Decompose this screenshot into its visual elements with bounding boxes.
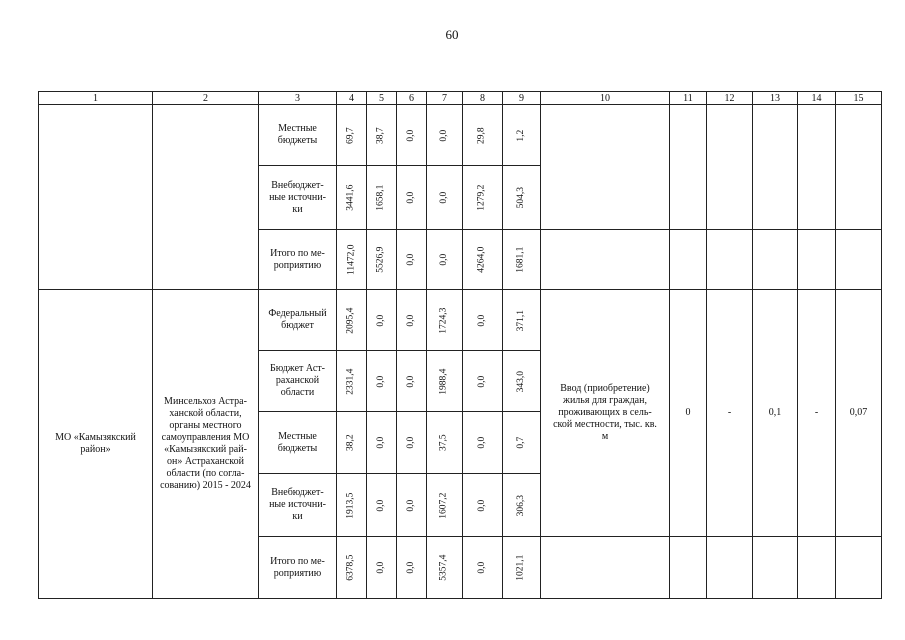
empty-cell: [753, 537, 798, 599]
value-cell: 0,0: [397, 537, 427, 599]
value-cell: 0,0: [397, 105, 427, 166]
funding-source: Местные бюджеты: [259, 105, 337, 166]
funding-source: Внебюджет-ные источни-ки: [259, 166, 337, 230]
value-cell: 38,2: [337, 412, 367, 474]
empty-cell: [541, 537, 670, 599]
col14-cell: [798, 105, 836, 230]
value-cell: 0,0: [463, 351, 503, 412]
column-header: 7: [427, 92, 463, 105]
value-cell: 343,0: [503, 351, 541, 412]
value-cell: 0,0: [427, 230, 463, 290]
column-header: 11: [670, 92, 707, 105]
value-cell: 1021,1: [503, 537, 541, 599]
value-cell: 1279,2: [463, 166, 503, 230]
column-header: 3: [259, 92, 337, 105]
municipality-cell-continued: [39, 105, 153, 290]
empty-cell: [541, 230, 670, 290]
column-header: 9: [503, 92, 541, 105]
value-cell: 0,0: [367, 351, 397, 412]
value-cell: 0,0: [367, 412, 397, 474]
column-header: 15: [836, 92, 882, 105]
value-cell: 0,0: [397, 166, 427, 230]
funding-source: Местные бюджеты: [259, 412, 337, 474]
column-header: 10: [541, 92, 670, 105]
value-cell: 4264,0: [463, 230, 503, 290]
value-cell: 1681,1: [503, 230, 541, 290]
indicator-cell: Ввод (приобретение) жилья для граждан, проживающих в сель-ской местности, тыс. кв. м: [541, 290, 670, 537]
value-cell: 0,0: [397, 351, 427, 412]
value-cell: 306,3: [503, 474, 541, 537]
value-cell: 0,0: [367, 474, 397, 537]
empty-cell: [836, 230, 882, 290]
value-cell: 5526,9: [367, 230, 397, 290]
value-cell: 0,0: [397, 412, 427, 474]
col15-cell: 0,07: [836, 290, 882, 537]
empty-cell: [798, 537, 836, 599]
municipality-cell: МО «Камызякский район»: [39, 290, 153, 599]
value-cell: 1988,4: [427, 351, 463, 412]
table-row: [39, 105, 882, 166]
value-cell: 0,0: [367, 537, 397, 599]
value-cell: 0,0: [463, 290, 503, 351]
value-cell: 0,0: [463, 412, 503, 474]
empty-cell: [753, 230, 798, 290]
value-cell: 38,7: [367, 105, 397, 166]
empty-cell: [670, 537, 707, 599]
value-cell: 1607,2: [427, 474, 463, 537]
empty-cell: [707, 537, 753, 599]
value-cell: 29,8: [463, 105, 503, 166]
value-cell: 0,0: [463, 537, 503, 599]
empty-cell: [798, 230, 836, 290]
col15-cell: [836, 105, 882, 230]
value-cell: 0,0: [367, 290, 397, 351]
col11-cell: [670, 105, 707, 230]
column-header: 5: [367, 92, 397, 105]
value-cell: 0,0: [427, 166, 463, 230]
col12-cell: -: [707, 290, 753, 537]
column-header: 14: [798, 92, 836, 105]
budget-table: [38, 91, 882, 599]
indicator-cell-continued: [541, 105, 670, 230]
column-header: 2: [153, 92, 259, 105]
value-cell: 0,0: [397, 230, 427, 290]
value-cell: 3441,6: [337, 166, 367, 230]
value-cell: 5357,4: [427, 537, 463, 599]
value-cell: 37,5: [427, 412, 463, 474]
value-cell: 0,0: [427, 105, 463, 166]
column-header: 6: [397, 92, 427, 105]
column-header: 8: [463, 92, 503, 105]
value-cell: 1658,1: [367, 166, 397, 230]
executor-cell: Минсельхоз Астра-ханской области, органы местного самоуправления МО «Камызякский рай-он» Астраханской области (по согла-сованию) 2015 - 2024: [153, 290, 259, 599]
executor-cell-continued: [153, 105, 259, 290]
funding-source: Итого по ме-роприятию: [259, 230, 337, 290]
value-cell: 504,3: [503, 166, 541, 230]
value-cell: 6378,5: [337, 537, 367, 599]
value-cell: 11472,0: [337, 230, 367, 290]
page-number: 60: [445, 27, 459, 42]
table-row: [39, 290, 882, 351]
empty-cell: [670, 230, 707, 290]
value-cell: 0,7: [503, 412, 541, 474]
col13-cell: 0,1: [753, 290, 798, 537]
funding-source: Итого по ме-роприятию: [259, 537, 337, 599]
value-cell: 2095,4: [337, 290, 367, 351]
column-header: 4: [337, 92, 367, 105]
column-header: 1: [39, 92, 153, 105]
col12-cell: [707, 105, 753, 230]
col14-cell: -: [798, 290, 836, 537]
value-cell: 1913,5: [337, 474, 367, 537]
value-cell: 1,2: [503, 105, 541, 166]
value-cell: 1724,3: [427, 290, 463, 351]
col13-cell: [753, 105, 798, 230]
funding-source: Бюджет Аст-раханской области: [259, 351, 337, 412]
empty-cell: [707, 230, 753, 290]
empty-cell: [836, 537, 882, 599]
column-number-row: [39, 92, 882, 105]
column-header: 13: [753, 92, 798, 105]
value-cell: 69,7: [337, 105, 367, 166]
value-cell: 0,0: [463, 474, 503, 537]
value-cell: 0,0: [397, 474, 427, 537]
column-header: 12: [707, 92, 753, 105]
funding-source: Федеральный бюджет: [259, 290, 337, 351]
funding-source: Внебюджет-ные источни-ки: [259, 474, 337, 537]
value-cell: 371,1: [503, 290, 541, 351]
col11-cell: 0: [670, 290, 707, 537]
value-cell: 0,0: [397, 290, 427, 351]
value-cell: 2331,4: [337, 351, 367, 412]
